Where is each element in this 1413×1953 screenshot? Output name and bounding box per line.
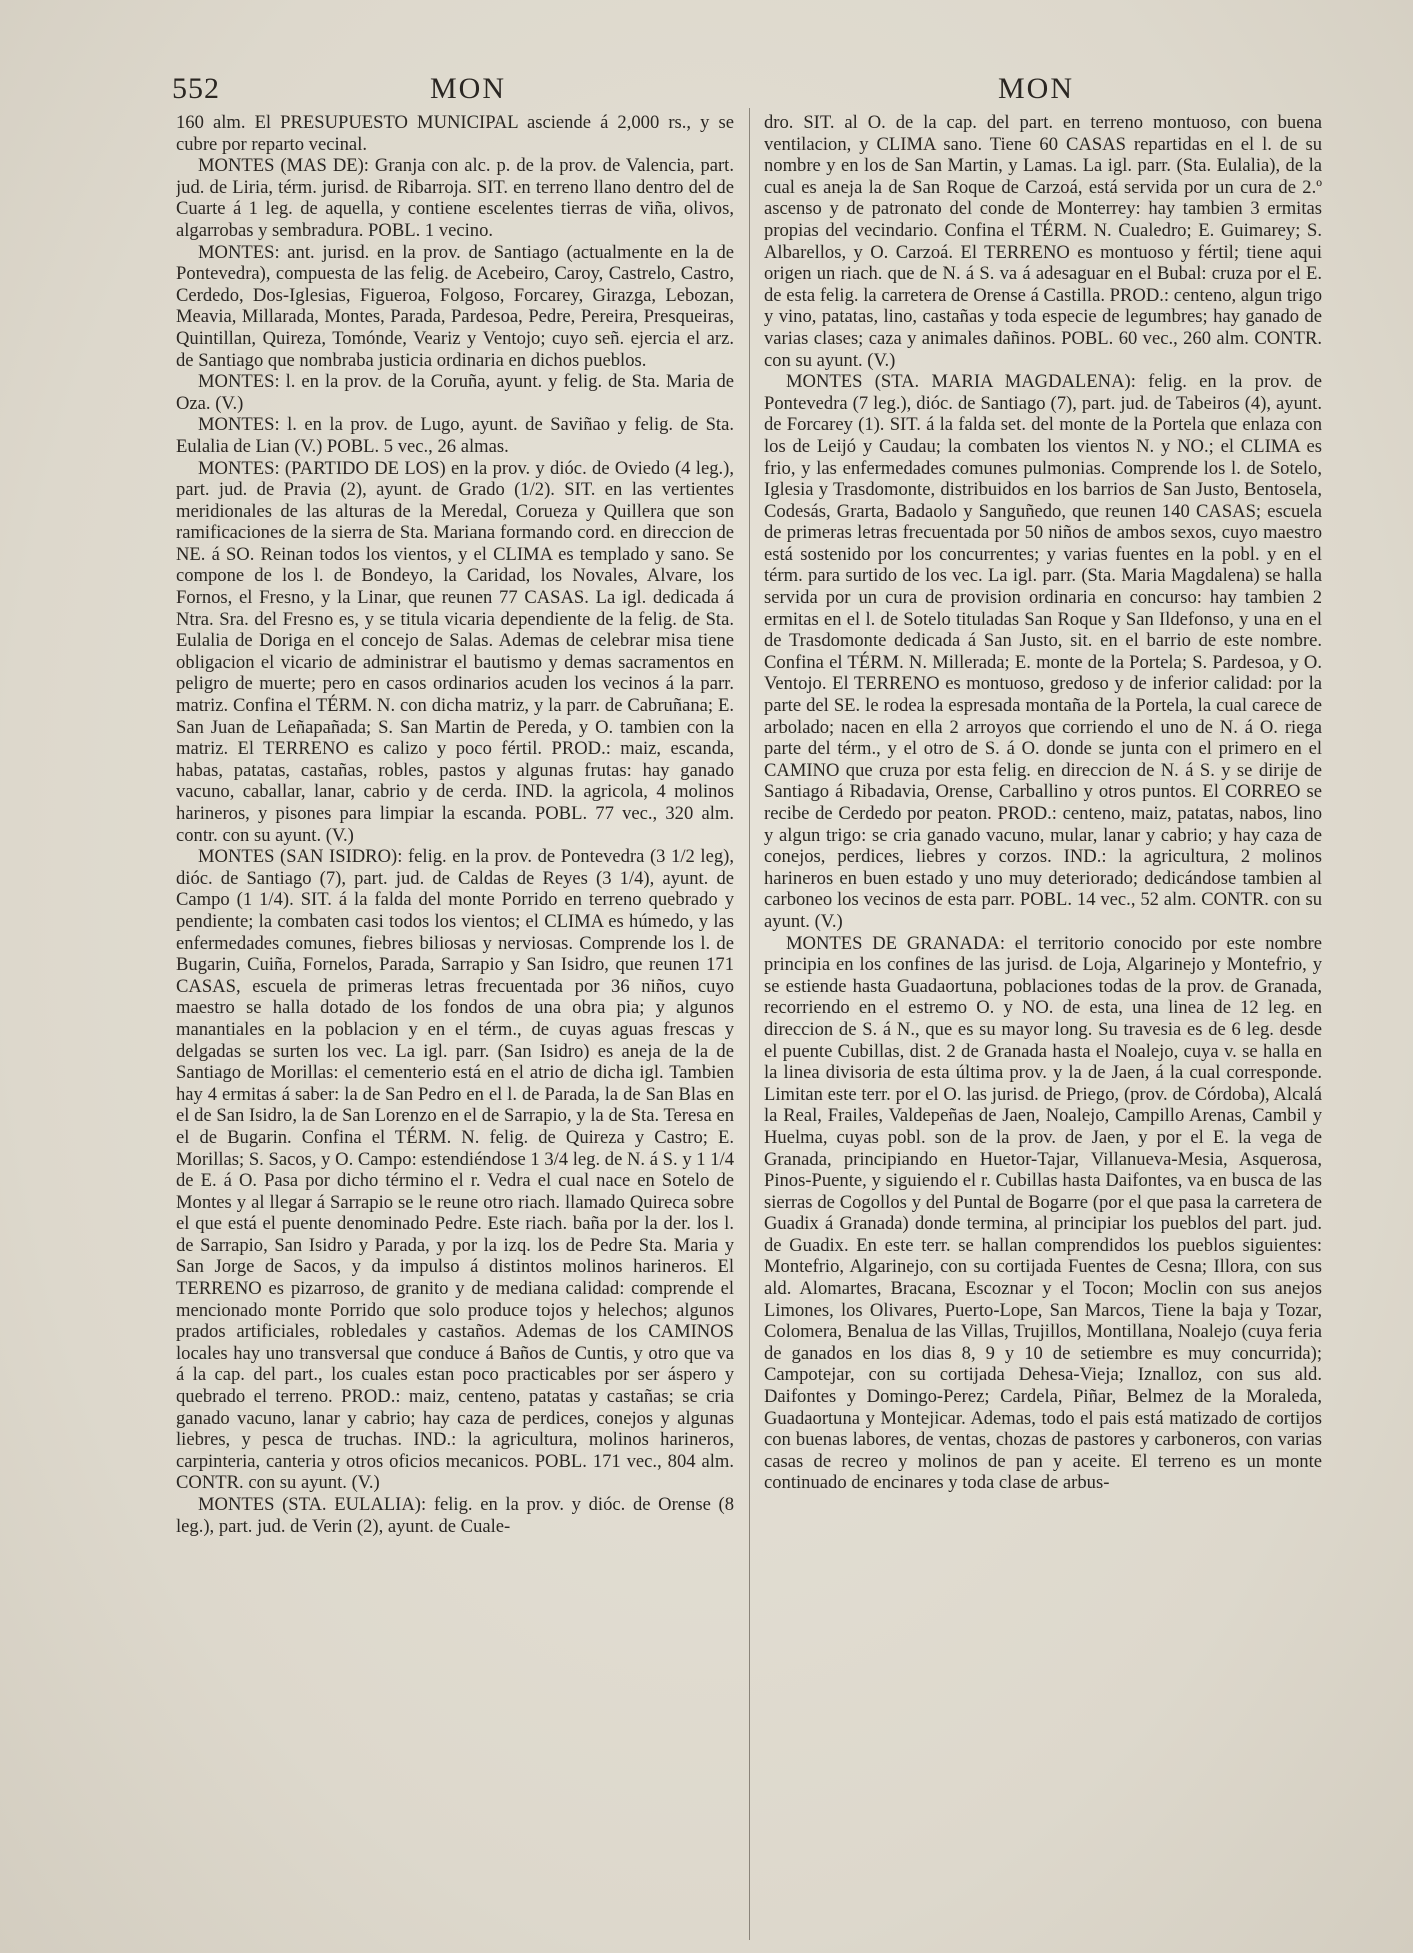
running-head-left: MON xyxy=(430,72,507,105)
entry-continuation: 160 alm. El PRESUPUESTO MUNICIPAL asciende á 2,000 rs., y se cubre por reparto vecinal. xyxy=(176,112,734,155)
entry-montes-sta-maria-magdalena: MONTES (STA. MARIA MAGDALENA): felig. en la prov. de Pontevedra (7 leg.), dióc. de Santiago (7), part. jud. de Tabeiros (4), ayunt. de Forcarey (1). SIT. á la falda set. del monte de la Portela que enlaza con los de Leijó y Caudau; la combaten los vientos N. y NO.; el CLIMA es frio, y las enfermedades comunes pulmonias. Comprende los l. de Sotelo, Iglesia y Trasdomonte, distribuidos en los barrios de San Justo, Bentosela, Codesás, Grarta, Badaolo y Sanguñedo, que reunen 140 CASAS; escuela de primeras letras frecuentada por 50 niños de ambos sexos, cuyo maestro está sostenido por los concurrentes; y varias fuentes en la pobl. y en el térm. para surtido de los vec. La igl. parr. (Sta. Maria Magdalena) se halla servida por un cura de provision ordinaria en concurso: hay tambien 2 ermitas en el l. de Sotelo tituladas San Roque y San Ildefonso, y una en el de Trasdomonte dedicada á San Justo, sit. en el barrio de este nombre. Confina el TÉRM. N. Millerada; E. monte de la Portela; S. Pardesoa, y O. Ventojo. El TERRENO es montuoso, gredoso y de inferior calidad: por la parte del SE. le rodea la espresada montaña de la Portela, la cual carece de arbolado; nacen en ella 2 arroyos que corriendo el uno de N. á O. riega parte del térm., y el otro de S. á O. donde se junta con el primero en el CAMINO que cruza por esta felig. en direccion de N. á S. y se dirije de Santiago á Ribadavia, Orense, Carballino y otros puntos. El CORREO se recibe de Cerdedo por peaton. PROD.: centeno, maiz, patatas, nabos, lino y algun trigo: se cria ganado vacuno, mular, lanar y cabrio; y hay caza de conejos, perdices, liebres y corzos. IND.: la agricultura, 2 molinos harineros en buen estado y uno muy deteriorado; dedicándose tambien al carboneo los vecinos de esta parr. POBL. 14 vec., 52 alm. CONTR. con su ayunt. (V.) xyxy=(764,371,1322,932)
entry-montes-coruna: MONTES: l. en la prov. de la Coruña, ayunt. y felig. de Sta. Maria de Oza. (V.) xyxy=(176,371,734,414)
entry-continuation: dro. SIT. al O. de la cap. del part. en terreno montuoso, con buena ventilacion, y CLIMA sano. Tiene 60 CASAS repartidas en el l. de su nombre y en los de San Martin, y Lamas. La igl. parr. (Sta. Eulalia), de la cual es aneja la de San Roque de Carzoá, está servida por un cura de 2.º ascenso y de patronato del conde de Monterrey: hay tambien 3 ermitas propias del vecindario. Confina el TÉRM. N. Cualedro; E. Guimarey; S. Albarellos, y O. Carzoá. El TERRENO es montuoso y fértil; tiene aqui origen un riach. que de N. á S. va á adesaguar en el Bubal: cruza por el E. de esta felig. la carretera de Orense á Castilla. PROD.: centeno, algun trigo y vino, patatas, lino, castañas y toda especie de legumbres; hay ganado de varias clases; caza y animales dañinos. POBL. 60 vec., 260 alm. CONTR. con su ayunt. (V.) xyxy=(764,112,1322,371)
entry-montes-jurisd-santiago: MONTES: ant. jurisd. en la prov. de Santiago (actualmente en la de Pontevedra), compuesta de las felig. de Acebeiro, Caroy, Castrelo, Castro, Cerdedo, Dos-Iglesias, Figueroa, Folgoso, Forcarey, Girazga, Lebozan, Meavia, Millarada, Montes, Parada, Pardesoa, Pedre, Pereira, Presqueiras, Quintillan, Quireza, Tomónde, Veariz y Ventojo; cuyo señ. ejercia el arz. de Santiago que nombraba justicia ordinaria en dichos pueblos. xyxy=(176,241,734,371)
page-number: 552 xyxy=(172,72,220,105)
column-divider xyxy=(749,108,750,1940)
entry-montes-sta-eulalia: MONTES (STA. EULALIA): felig. en la prov. y dióc. de Orense (8 leg.), part. jud. de Verin (2), ayunt. de Cuale- xyxy=(176,1494,734,1537)
right-column xyxy=(764,112,1322,1942)
entry-montes-partido-de-los: MONTES: (PARTIDO DE LOS) en la prov. y dióc. de Oviedo (4 leg.), part. jud. de Pravia (2), ayunt. de Grado (1/2). SIT. en las vertientes meridionales de las alturas de la Meredal, Corueza y Quillera que son ramificaciones de la sierra de Sta. Mariana formando cord. en direccion de NE. á SO. Reinan todos los vientos, y el CLIMA es templado y sano. Se compone de los l. de Bondeyo, la Caridad, los Novales, Alvare, los Fornos, el Fresno, y la Linar, que reunen 77 CASAS. La igl. dedicada á Ntra. Sra. del Fresno es, y se titula vicaria dependiente de la felig. de Sta. Eulalia de Doriga en el concejo de Salas. Ademas de celebrar misa tiene obligacion el vicario de administrar el bautismo y demas sacramentos en peligro de muerte; pero en casos ordinarios acuden los vecinos á la parr. matriz. Confina el TÉRM. N. con dicha matriz, y la parr. de Cabruñana; E. San Juan de Leñapañada; S. San Martin de Pereda, y O. tambien con la matriz. El TERRENO es calizo y poco fértil. PROD.: maiz, escanda, habas, patatas, castañas, robles, pastos y algunas frutas: hay ganado vacuno, caballar, lanar, cabrio y de cerda. IND. la agricola, 4 molinos harineros, y pisones para limpiar la escanda. POBL. 77 vec., 320 alm. contr. con su ayunt. (V.) xyxy=(176,457,734,846)
entry-montes-de-granada: MONTES DE GRANADA: el territorio conocido por este nombre principia en los confines de las jurisd. de Loja, Algarinejo y Montefrio, y se estiende hasta Guadaortuna, poblaciones todas de la prov. de Granada, recorriendo en el estremo O. y NO. de esta, una linea de 12 leg. en direccion de S. á N., que es su mayor long. Su travesia es de 6 leg. desde el puente Cubillas, dist. 2 de Granada hasta el Noalejo, cuya v. se halla en la linea divisoria de esta última prov. y la de Jaen, á la cual corresponde. Limitan este terr. por el O. las jurisd. de Priego, (prov. de Córdoba), Alcalá la Real, Frailes, Valdepeñas de Jaen, Noalejo, Campillo Arenas, Cambil y Huelma, cuyas pobl. son de la prov. de Jaen, y por el E. la vega de Granada, principiando en Huetor-Tajar, Villanueva-Mesia, Asquerosa, Pinos-Puente, y siguiendo el r. Cubillas hasta Daifontes, va en busca de las sierras de Cogollos y del Puntal de Bogarre (por el que pasa la carretera de Guadix á Granada) donde termina, al principiar los pueblos del part. jud. de Guadix. En este terr. se hallan comprendidos los pueblos siguientes: Montefrio, Algarinejo, con su cortijada Fuentes de Cesna; Illora, con sus ald. Alomartes, Bracana, Escoznar y el Tocon; Moclin con sus anejos Limones, los Olivares, Puerto-Lope, San Marcos, Tiene la baja y Tozar, Colomera, Benalua de las Villas, Trujillos, Montillana, Noalejo (cuya feria de ganados en los dias 8, 9 y 10 de setiembre es muy concurrida); Campotejar, con su cortijada Dehesa-Vieja; Iznalloz, con sus ald. Daifontes y Domingo-Perez; Cardela, Piñar, Belmez de la Moraleda, Guadaortuna y Montejicar. Ademas, todo el pais está matizado de cortijos con buenas labores, de ventas, chozas de pastores y carboneros, con varias casas de recreo y molinos de pan y aceite. El terreno es un monte continuado de encinares y toda clase de arbus- xyxy=(764,932,1322,1494)
entry-montes-lugo: MONTES: l. en la prov. de Lugo, ayunt. de Saviñao y felig. de Sta. Eulalia de Lian (V.) POBL. 5 vec., 26 almas. xyxy=(176,414,734,457)
entry-montes-san-isidro: MONTES (SAN ISIDRO): felig. en la prov. de Pontevedra (3 1/2 leg), dióc. de Santiago (7), part. jud. de Caldas de Reyes (3 1/4), ayunt. de Campo (1 1/4). SIT. á la falda del monte Porrido en terreno quebrado y pendiente; la combaten casi todos los vientos; el CLIMA es húmedo, y las enfermedades comunes, fiebres biliosas y nerviosas. Comprende los l. de Bugarin, Cuiña, Fornelos, Parada, Sarrapio y San Isidro, que reunen 171 CASAS, escuela de primeras letras frecuentada por 36 niños, cuyo maestro se halla dotado de los fondos de una obra pia; y algunos manantiales en la poblacion y en el térm., de cuyas aguas frescas y delgadas se surten los vec. La igl. parr. (San Isidro) es aneja de la de Santiago de Morillas: el cementerio está en el atrio de dicha igl. Tambien hay 4 ermitas á saber: la de San Pedro en el l. de Parada, la de San Blas en el de San Isidro, la de San Lorenzo en el de Sarrapio, y la de Sta. Teresa en el de Bugarin. Confina el TÉRM. N. felig. de Quireza y Castro; E. Morillas; S. Sacos, y O. Campo: estendiéndose 1 3/4 leg. de N. á S. y 1 1/4 de E. á O. Pasa por dicho término el r. Vedra el cual nace en Sotelo de Montes y al llegar á Sarrapio se le reune otro riach. llamado Quireca sobre el que está el puente denominado Pedre. Este riach. baña por la der. los l. de Sarrapio, San Isidro y Parada, y por la izq. los de Pedre Sta. Maria y San Jorge de Sacos, y da impulso á distintos molinos harineros. El TERRENO es pizarroso, de granito y de mediana calidad: comprende el mencionado monte Porrido que solo produce tojos y helechos; algunos prados artificiales, robledales y castaños. Ademas de los CAMINOS locales hay uno transversal que conduce á Baños de Cuntis, y otro que va á la cap. del part., los cuales estan poco practicables por ser áspero y quebrado el terreno. PROD.: maiz, centeno, patatas y castañas; se cria ganado vacuno, lanar y cabrio; hay caza de perdices, conejos y algunas liebres, y pesca de truchas. IND.: la agricultura, molinos harineros, carpinteria, canteria y otros oficios mecanicos. POBL. 171 vec., 804 alm. CONTR. con su ayunt. (V.) xyxy=(176,846,734,1494)
running-head-right: MON xyxy=(998,72,1075,105)
left-column xyxy=(176,112,734,1942)
entry-montes-mas-de: MONTES (MAS DE): Granja con alc. p. de la prov. de Valencia, part. jud. de Liria, térm. jurisd. de Ribarroja. SIT. en terreno llano dentro del de Cuarte á 1 leg. de aquella, y contiene escelentes tierras de viña, olivos, algarrobas y sembradura. POBL. 1 vecino. xyxy=(176,155,734,241)
